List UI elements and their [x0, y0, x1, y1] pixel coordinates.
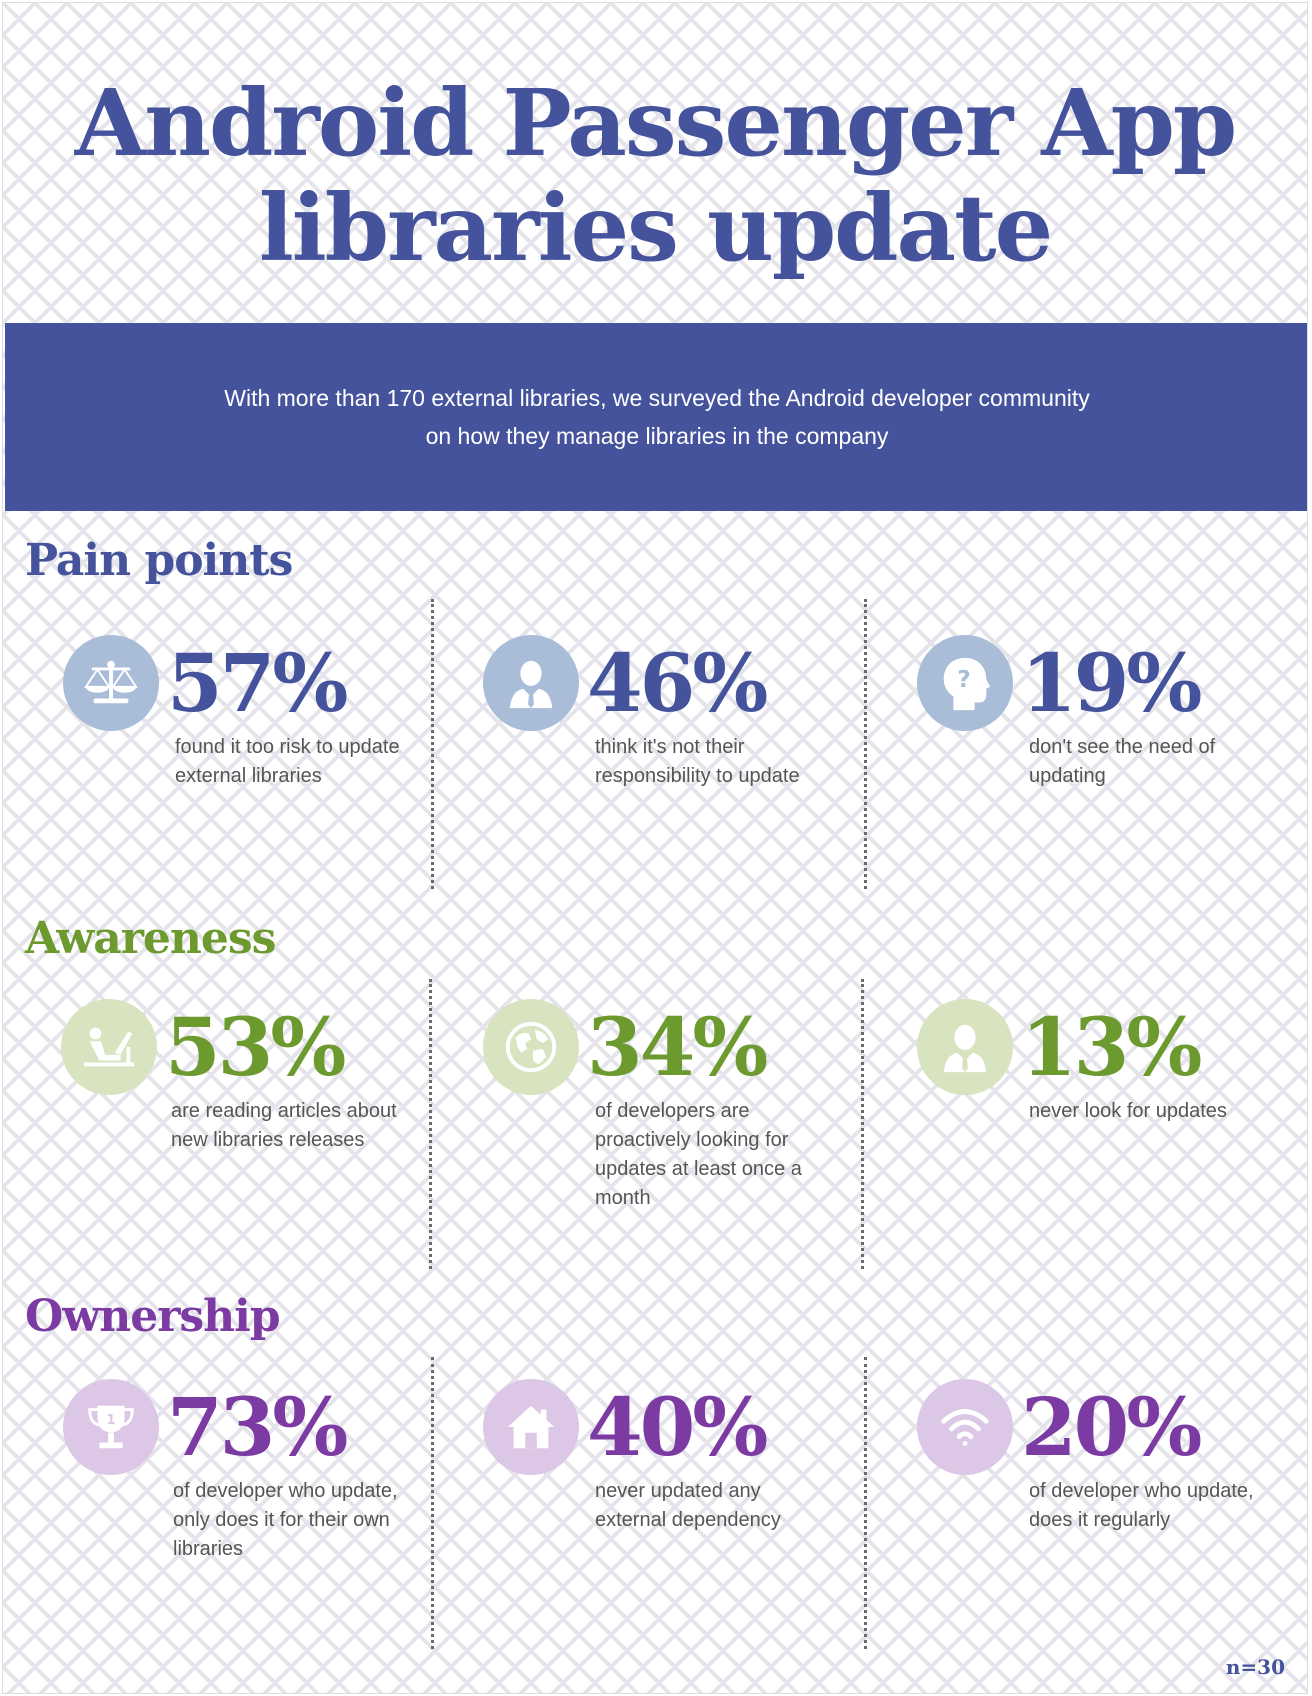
svg-text:?: ? — [957, 665, 971, 693]
banner-line-2: on how they manage libraries in the company — [425, 423, 889, 449]
stat-value: 46% — [587, 636, 766, 730]
section-title-pain-points: Pain points — [25, 535, 293, 586]
stat-description: of developer who update, only does it for their own libraries — [173, 1480, 398, 1560]
stat-value: 53% — [165, 1000, 344, 1094]
divider — [429, 979, 432, 1269]
stat-value: 19% — [1021, 636, 1200, 730]
stat-description: of developer who update, does it regularly — [1029, 1480, 1254, 1531]
divider — [864, 599, 867, 889]
banner-line-1: With more than 170 external libraries, we surveyed the Android developer community — [224, 385, 1090, 411]
page-title-line-1: Android Passenger App — [74, 69, 1236, 177]
intro-banner — [5, 323, 1308, 511]
stat-value: 34% — [587, 1000, 766, 1094]
stat-description: think it's not their responsibility to update — [595, 736, 800, 787]
divider — [861, 979, 864, 1269]
divider — [864, 1357, 867, 1649]
globe-icon — [483, 999, 579, 1095]
divider — [431, 1357, 434, 1649]
section-title-awareness: Awareness — [25, 913, 276, 964]
wifi-icon — [917, 1379, 1013, 1475]
question-head-icon — [917, 635, 1013, 731]
trophy-icon — [63, 1379, 159, 1475]
page-title-line-2: libraries update — [258, 174, 1052, 282]
stat-value: 40% — [587, 1380, 766, 1474]
divider — [431, 599, 434, 889]
person-icon — [483, 635, 579, 731]
stat-description: are reading articles about new libraries releases — [171, 1100, 397, 1151]
section-title-ownership: Ownership — [25, 1291, 280, 1342]
stat-description: found it too risk to update external libraries — [175, 736, 400, 787]
stat-description: don't see the need of updating — [1029, 736, 1216, 787]
stat-value: 73% — [167, 1380, 346, 1474]
infographic-page — [2, 2, 1308, 1694]
scale-icon — [63, 635, 159, 731]
reader-icon — [61, 999, 157, 1095]
sample-size-note: n=30 — [1225, 1655, 1285, 1679]
person-icon — [917, 999, 1013, 1095]
stat-description: never look for updates — [1029, 1100, 1227, 1122]
svg-text:1: 1 — [106, 1412, 116, 1429]
stat-value: 20% — [1021, 1380, 1200, 1474]
stat-description: of developers are proactively looking for updates at least once a month — [595, 1100, 802, 1209]
stat-value: 57% — [167, 636, 346, 730]
stat-value: 13% — [1021, 1000, 1200, 1094]
home-icon — [483, 1379, 579, 1475]
stat-description: never updated any external dependency — [595, 1480, 781, 1531]
